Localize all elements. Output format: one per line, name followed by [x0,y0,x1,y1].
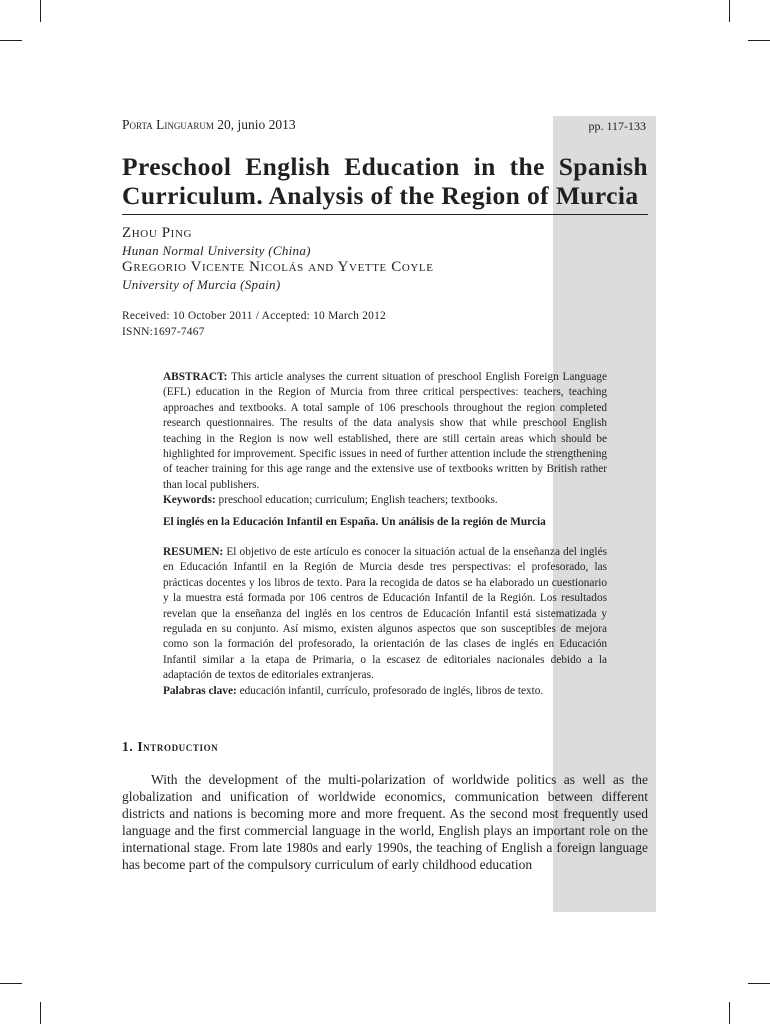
author-affiliation: Hunan Normal University (China) [122,243,311,258]
author-block [122,225,648,293]
palabras-clave-label: Palabras clave: [163,684,237,697]
paper-title [122,152,648,210]
palabras-clave-text: educación infantil, currículo, profesorado de inglés, libros de texto. [239,684,544,697]
title-rule [122,214,648,215]
crop-mark [40,0,41,22]
title-line-1: Preschool English Education in the Spanish [122,152,648,181]
crop-mark [748,983,770,984]
journal-info [122,117,296,133]
spanish-title: El inglés en la Educación Infantil en España. Un análisis de la región de Murcia [163,516,546,528]
abstract-label: ABSTRACT: [163,371,228,383]
section-title: Introduction [137,739,219,754]
submission-dates [122,308,386,340]
resumen-text: El objetivo de este artículo es conocer la situación actual de la enseñanza del inglés en Educación Infantil en la Región de Murcia desde tres perspectivas: el profesorado, las prácticas docentes y los libros de texto. Para la recogida de datos se ha elaborado un cuestionario y la muestra está formada por 106 centros de Educación Infantil de la Región. Los resultados revelan que la enseñanza del inglés en los centros de Educación Infantil está sistematizada y regulada en su conjunto. Así mismo, existen algunos aspectos que son susceptibles de mejora como son la formación del profesorado, la orientación de las clases de inglés en Educación Infantil similar a la etapa de Primaria, o la escasez de editoriales nacionales debido a la adaptación de textos de editoriales extranjeras. [163,546,607,682]
crop-mark [729,1002,730,1024]
title-line-2: Curriculum. Analysis of the Region of Murcia [122,181,639,210]
journal-name: Porta Linguarum [122,117,214,132]
author-name: Gregorio Vicente Nicolás and Yvette Coyle [122,259,434,275]
crop-mark [0,40,22,41]
journal-issue: 20, junio 2013 [217,117,296,132]
page-range: pp. 117-133 [588,119,646,133]
intro-paragraph: With the development of the multi-polarization of worldwide politics as well as the globalization and unification of worldwide economics, communication between different districts and nations is becoming more and more frequent. As the second most frequently used language and the first commercial language in the world, English plays an important role on the international stage. From late 1980s and early 1990s, the teaching of English a foreign language has become part of the compulsory curriculum of early childhood education [122,772,648,872]
keywords-text: preschool education; curriculum; English teachers; textbooks. [218,494,498,507]
section-heading [122,739,218,755]
crop-mark [748,40,770,41]
resumen [163,545,607,699]
crop-mark [0,983,22,984]
resumen-keywords [163,684,607,699]
resumen-label: RESUMEN: [163,546,224,558]
running-header [122,117,646,135]
abstract-text: This article analyses the current situation of preschool English Foreign Language (EFL) education in the Region of Murcia from three critical perspectives: teachers, teaching approaches and textbooks. A total sample of 106 preschools throughout the region completed research questionnaires. The results of the data analysis show that while preschool English teaching in the Region is now well established, there are still certain areas which should be highlighted for improvement. Specific issues in need of further attention include the strengthening of teacher training for this age range and the extensive use of textbooks written by British rather than local publishers. [163,371,608,491]
resumen-body [163,545,607,684]
author-affiliation: University of Murcia (Spain) [122,277,281,292]
abstract-keywords [163,493,607,508]
section-number: 1. [122,739,134,754]
received-accepted: Received: 10 October 2011 / Accepted: 10 March 2012 [122,310,386,322]
keywords-label: Keywords: [163,494,216,507]
crop-mark [40,1002,41,1024]
issn: ISNN:1697-7467 [122,326,205,338]
abstract-body [163,370,607,493]
crop-mark [729,0,730,22]
abstract [163,370,607,509]
author-name: Zhou Ping [122,225,193,241]
